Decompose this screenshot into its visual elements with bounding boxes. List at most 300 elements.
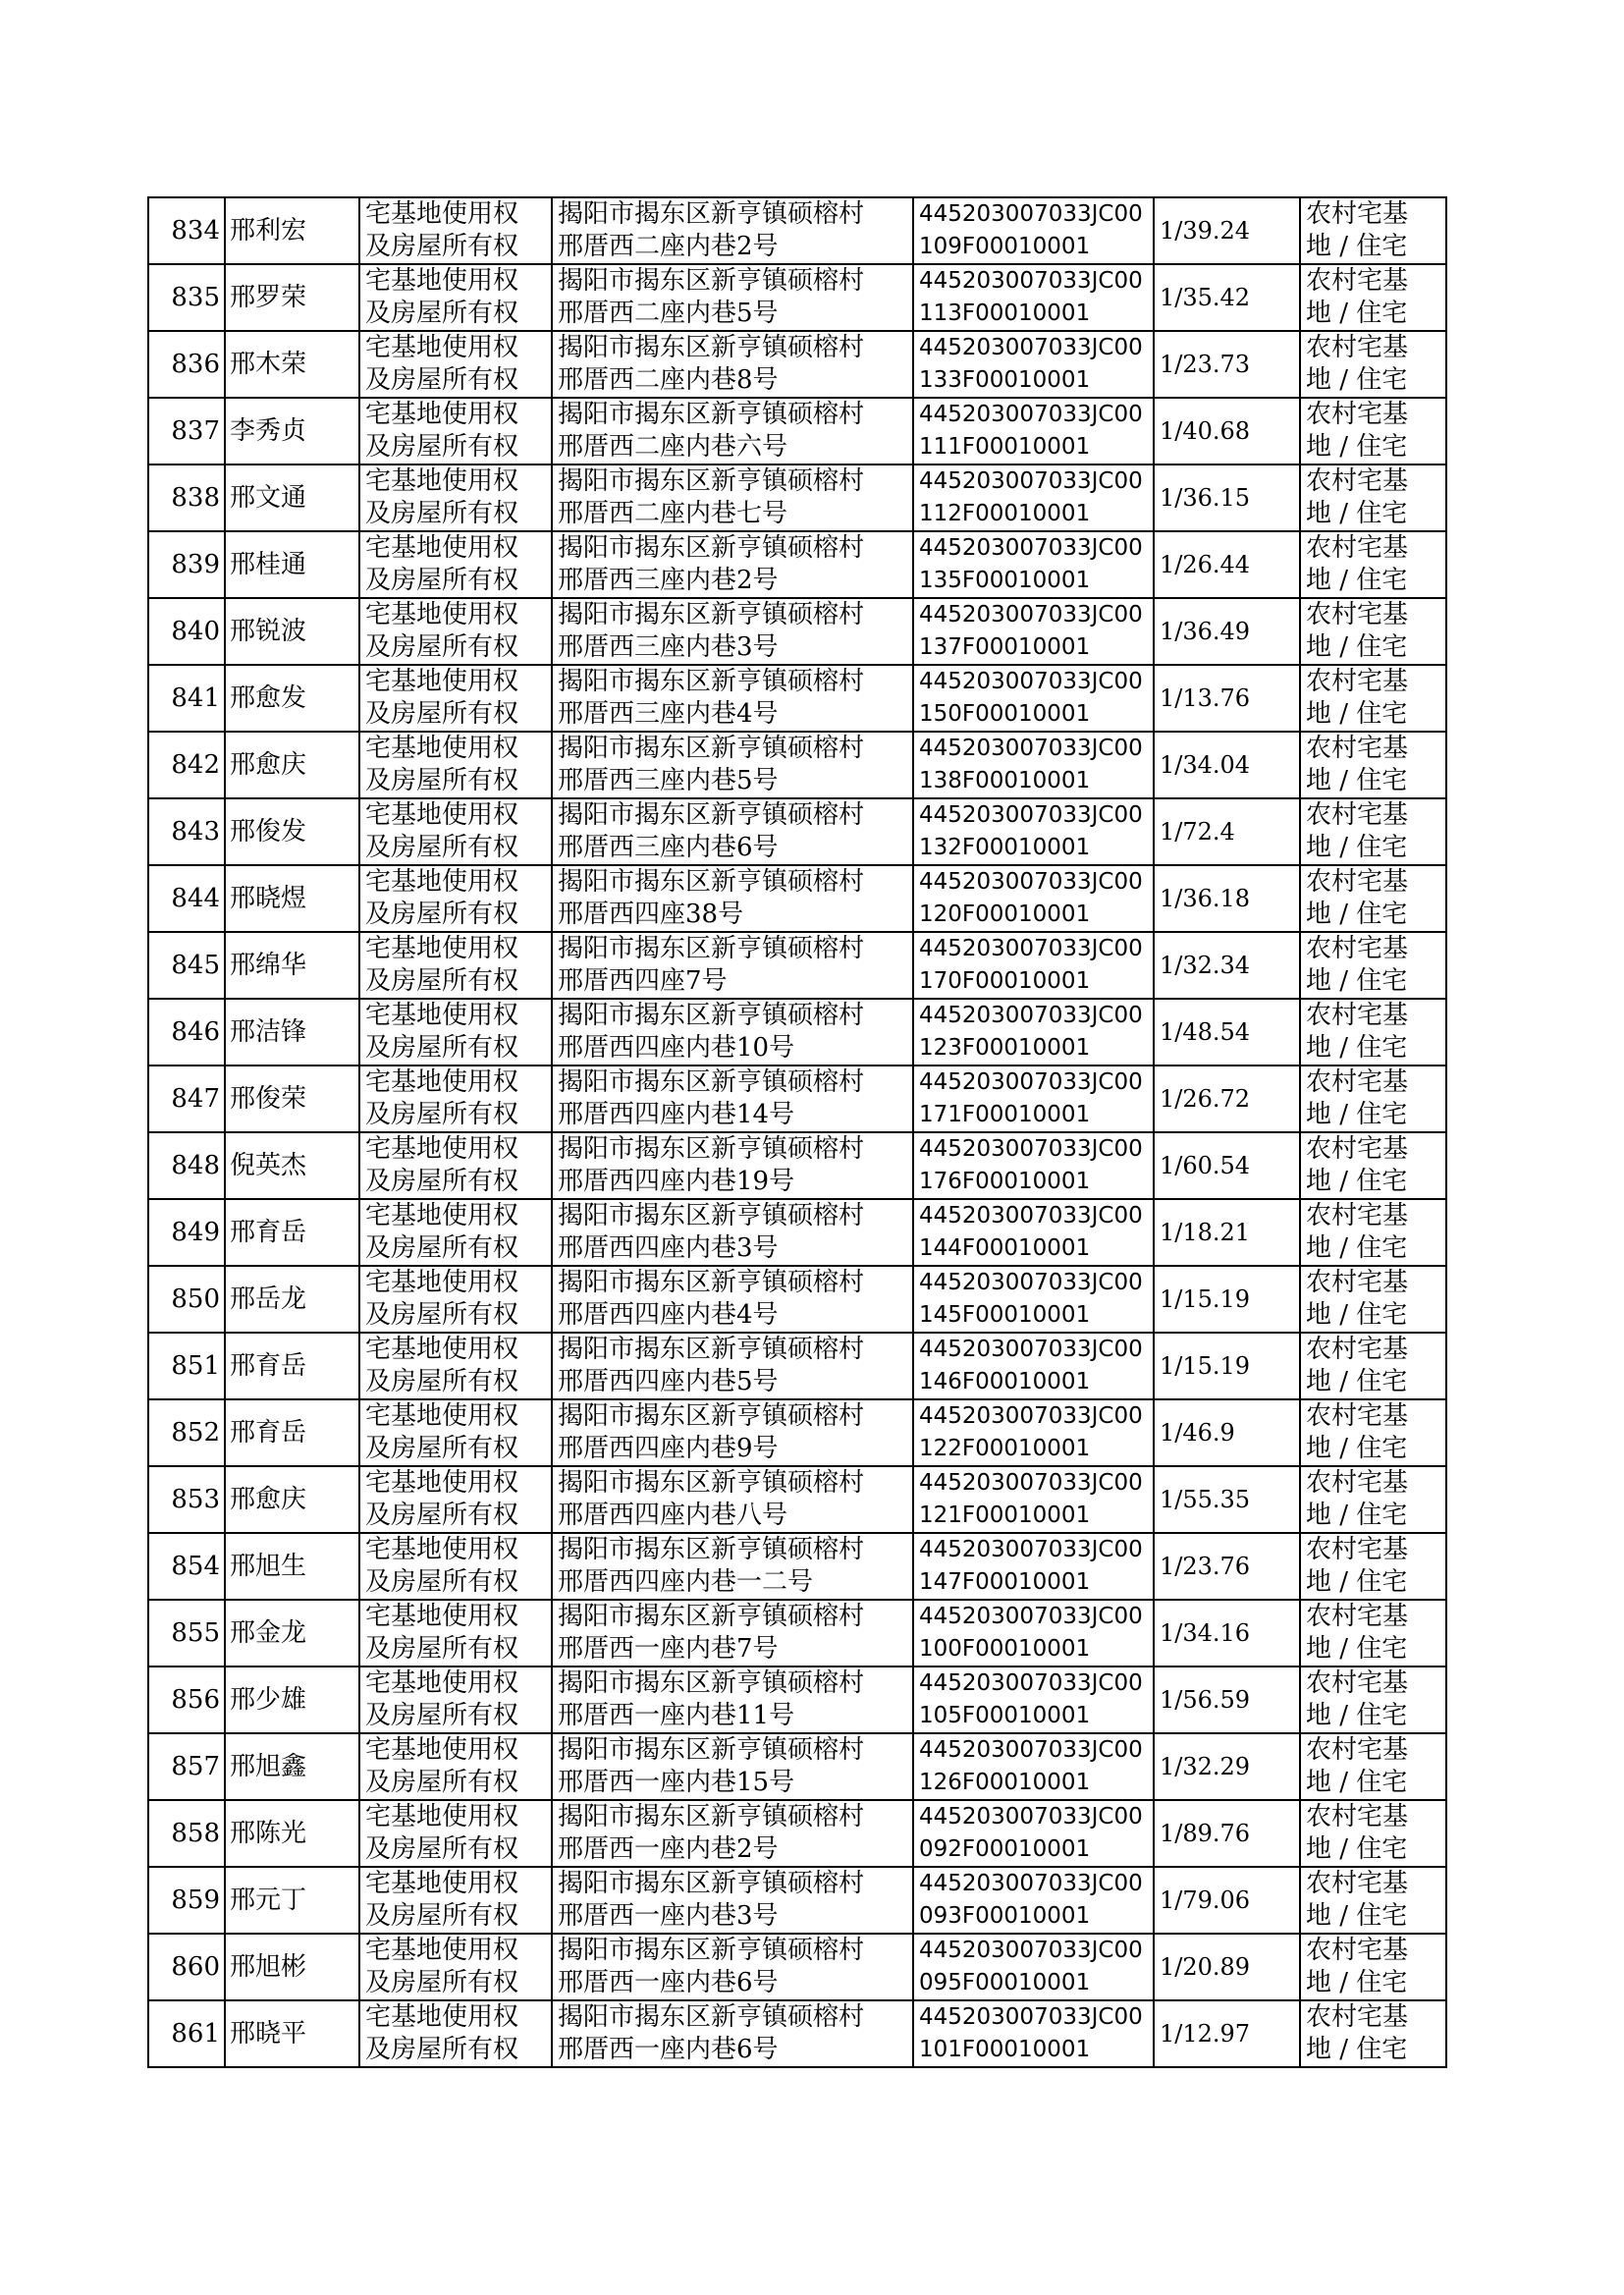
row-number: 835 (148, 264, 225, 331)
parcel-code-line: 445203007033JC00 (919, 1136, 1143, 1162)
owner-name: 李秀贞 (225, 398, 359, 464)
parcel-code-line: 445203007033JC00 (919, 468, 1143, 494)
table-row (148, 197, 1446, 264)
land-use-line: 地 / 住宅 (1306, 566, 1408, 595)
right-type-line: 及房屋所有权 (365, 1167, 519, 1196)
row-number: 848 (148, 1132, 225, 1199)
table-row (148, 999, 1446, 1066)
land-use-line: 农村宅基 (1306, 1869, 1409, 1898)
property-address (552, 1399, 913, 1466)
right-type-line: 及房屋所有权 (365, 1901, 519, 1931)
parcel-code-line: 445203007033JC00 (919, 1270, 1143, 1295)
land-use-line: 农村宅基 (1306, 1401, 1409, 1431)
table-row (148, 531, 1446, 598)
table-row (148, 1066, 1446, 1132)
right-type-line: 宅基地使用权 (365, 1936, 519, 1965)
table-row (148, 865, 1446, 932)
row-number: 836 (148, 331, 225, 398)
land-use (1300, 398, 1446, 464)
land-use-line: 地 / 住宅 (1306, 1367, 1408, 1396)
parcel-code (913, 1600, 1154, 1667)
land-use (1300, 1333, 1446, 1399)
parcel-code (913, 264, 1154, 331)
property-address (552, 1533, 913, 1600)
land-use (1300, 1533, 1446, 1600)
parcel-code (913, 197, 1154, 264)
right-type-line: 及房屋所有权 (365, 1501, 519, 1530)
share-ratio: 1/34.04 (1154, 732, 1300, 798)
parcel-code-line: 445203007033JC00 (919, 1337, 1143, 1362)
row-number: 847 (148, 1066, 225, 1132)
share-ratio: 1/36.18 (1154, 865, 1300, 932)
parcel-code (913, 1399, 1154, 1466)
right-type (359, 331, 552, 398)
land-use-line: 农村宅基 (1306, 1535, 1409, 1564)
property-address-line: 邢厝西二座内巷8号 (558, 365, 779, 395)
property-address-line: 揭阳市揭东区新亨镇硕榕村 (558, 1335, 865, 1364)
owner-name: 邢俊荣 (225, 1066, 359, 1132)
land-use (1300, 331, 1446, 398)
table-row (148, 1132, 1446, 1199)
parcel-code (913, 798, 1154, 865)
land-use-line: 农村宅基 (1306, 667, 1409, 696)
parcel-code-line: 445203007033JC00 (919, 1871, 1143, 1896)
right-type (359, 531, 552, 598)
parcel-code (913, 398, 1154, 464)
share-ratio: 1/36.15 (1154, 464, 1300, 531)
land-use (1300, 598, 1446, 665)
property-address-line: 邢厝西一座内巷6号 (558, 2035, 779, 2064)
parcel-code (913, 1667, 1154, 1733)
share-ratio: 1/36.49 (1154, 598, 1300, 665)
parcel-code-line: 445203007033JC00 (919, 1003, 1143, 1028)
right-type-line: 及房屋所有权 (365, 1701, 519, 1730)
share-ratio: 1/35.42 (1154, 264, 1300, 331)
land-use-line: 农村宅基 (1306, 1468, 1409, 1498)
parcel-code (913, 865, 1154, 932)
row-number: 841 (148, 665, 225, 732)
property-address-line: 揭阳市揭东区新亨镇硕榕村 (558, 1668, 865, 1698)
property-address (552, 464, 913, 531)
right-type (359, 665, 552, 732)
parcel-code-line: 144F00010001 (919, 1235, 1091, 1261)
row-number: 859 (148, 1867, 225, 1934)
owner-name: 邢岳龙 (225, 1266, 359, 1333)
right-type-line: 及房屋所有权 (365, 1968, 519, 1997)
property-address-line: 揭阳市揭东区新亨镇硕榕村 (558, 667, 865, 696)
right-type-line: 宅基地使用权 (365, 1535, 519, 1564)
property-address-line: 邢厝西四座内巷14号 (558, 1100, 795, 1129)
share-ratio: 1/46.9 (1154, 1399, 1300, 1466)
right-type (359, 1800, 552, 1867)
share-ratio: 1/12.97 (1154, 2000, 1300, 2067)
parcel-code-line: 445203007033JC00 (919, 1537, 1143, 1562)
right-type (359, 1266, 552, 1333)
land-use-line: 地 / 住宅 (1306, 365, 1408, 395)
land-use (1300, 732, 1446, 798)
land-use-line: 农村宅基 (1306, 333, 1409, 362)
parcel-code-line: 445203007033JC00 (919, 1069, 1143, 1095)
property-address (552, 732, 913, 798)
land-use (1300, 1600, 1446, 1667)
share-ratio: 1/79.06 (1154, 1867, 1300, 1934)
table-row (148, 1867, 1446, 1934)
share-ratio: 1/26.44 (1154, 531, 1300, 598)
property-address-line: 邢厝西一座内巷3号 (558, 1901, 779, 1931)
parcel-code (913, 932, 1154, 999)
land-use-line: 地 / 住宅 (1306, 432, 1408, 462)
property-address (552, 1266, 913, 1333)
land-use-line: 地 / 住宅 (1306, 1634, 1408, 1664)
right-type-line: 宅基地使用权 (365, 667, 519, 696)
parcel-code-line: 445203007033JC00 (919, 1604, 1143, 1629)
table-row (148, 1800, 1446, 1867)
table-row (148, 331, 1446, 398)
share-ratio: 1/55.35 (1154, 1466, 1300, 1533)
parcel-code (913, 331, 1154, 398)
land-use (1300, 1466, 1446, 1533)
right-type (359, 1199, 552, 1266)
owner-name: 邢愈庆 (225, 732, 359, 798)
row-number: 858 (148, 1800, 225, 1867)
right-type (359, 1466, 552, 1533)
land-use-line: 农村宅基 (1306, 1335, 1409, 1364)
row-number: 839 (148, 531, 225, 598)
row-number: 840 (148, 598, 225, 665)
parcel-code-line: 445203007033JC00 (919, 535, 1143, 561)
right-type-line: 宅基地使用权 (365, 2002, 519, 2032)
property-address-line: 邢厝西四座38号 (558, 900, 744, 929)
land-use-line: 地 / 住宅 (1306, 1033, 1408, 1063)
owner-name: 邢愈发 (225, 665, 359, 732)
property-address-line: 揭阳市揭东区新亨镇硕榕村 (558, 199, 865, 229)
right-type-line: 及房屋所有权 (365, 699, 519, 729)
land-use-line: 农村宅基 (1306, 934, 1409, 963)
property-address (552, 1600, 913, 1667)
land-use-line: 地 / 住宅 (1306, 1968, 1408, 1997)
right-type-line: 及房屋所有权 (365, 1300, 519, 1330)
row-number: 846 (148, 999, 225, 1066)
parcel-code-line: 121F00010001 (919, 1503, 1091, 1528)
parcel-code (913, 531, 1154, 598)
property-address-line: 邢厝西二座内巷六号 (558, 432, 788, 462)
parcel-code-line: 445203007033JC00 (919, 402, 1143, 427)
property-address-line: 揭阳市揭东区新亨镇硕榕村 (558, 1134, 865, 1164)
property-address (552, 1667, 913, 1733)
property-address-line: 邢厝西一座内巷11号 (558, 1701, 795, 1730)
land-use (1300, 1867, 1446, 1934)
property-address-line: 邢厝西四座内巷八号 (558, 1501, 788, 1530)
table-row (148, 464, 1446, 531)
row-number: 854 (148, 1533, 225, 1600)
property-address (552, 1733, 913, 1800)
table-row (148, 1199, 1446, 1266)
parcel-code (913, 999, 1154, 1066)
parcel-code-line: 445203007033JC00 (919, 1403, 1143, 1429)
parcel-code-line: 105F00010001 (919, 1703, 1091, 1728)
owner-name: 邢少雄 (225, 1667, 359, 1733)
right-type-line: 宅基地使用权 (365, 734, 519, 763)
parcel-code-line: 445203007033JC00 (919, 268, 1143, 294)
parcel-code (913, 598, 1154, 665)
property-address-line: 揭阳市揭东区新亨镇硕榕村 (558, 600, 865, 629)
property-address (552, 1867, 913, 1934)
share-ratio: 1/39.24 (1154, 197, 1300, 264)
property-address (552, 531, 913, 598)
table-row (148, 1600, 1446, 1667)
right-type-line: 及房屋所有权 (365, 1367, 519, 1396)
parcel-code-line: 120F00010001 (919, 902, 1091, 927)
property-address-line: 揭阳市揭东区新亨镇硕榕村 (558, 1468, 865, 1498)
right-type (359, 999, 552, 1066)
land-use-line: 农村宅基 (1306, 1268, 1409, 1297)
property-address-line: 揭阳市揭东区新亨镇硕榕村 (558, 1201, 865, 1230)
land-use-line: 农村宅基 (1306, 1001, 1409, 1030)
parcel-code-line: 445203007033JC00 (919, 1203, 1143, 1229)
land-use (1300, 1733, 1446, 1800)
land-use (1300, 1667, 1446, 1733)
parcel-code-line: 122F00010001 (919, 1436, 1091, 1461)
right-type-line: 及房屋所有权 (365, 365, 519, 395)
parcel-code-line: 445203007033JC00 (919, 1804, 1143, 1830)
owner-name: 邢旭生 (225, 1533, 359, 1600)
property-address-line: 揭阳市揭东区新亨镇硕榕村 (558, 800, 865, 830)
share-ratio: 1/23.73 (1154, 331, 1300, 398)
table-row (148, 598, 1446, 665)
property-address-line: 揭阳市揭东区新亨镇硕榕村 (558, 266, 865, 296)
land-use (1300, 2000, 1446, 2067)
right-type (359, 932, 552, 999)
row-number: 838 (148, 464, 225, 531)
property-address-line: 邢厝西四座内巷9号 (558, 1434, 779, 1463)
right-type (359, 464, 552, 531)
property-address-line: 邢厝西四座内巷3号 (558, 1233, 779, 1263)
owner-name: 邢育岳 (225, 1333, 359, 1399)
property-address (552, 264, 913, 331)
land-use-line: 地 / 住宅 (1306, 1901, 1408, 1931)
right-type-line: 宅基地使用权 (365, 1869, 519, 1898)
land-use-line: 地 / 住宅 (1306, 1834, 1408, 1864)
parcel-code-line: 100F00010001 (919, 1636, 1091, 1662)
land-use-line: 地 / 住宅 (1306, 1768, 1408, 1797)
row-number: 857 (148, 1733, 225, 1800)
property-address-line: 揭阳市揭东区新亨镇硕榕村 (558, 400, 865, 429)
land-use-line: 农村宅基 (1306, 266, 1409, 296)
parcel-code-line: 445203007033JC00 (919, 201, 1143, 227)
land-use-line: 地 / 住宅 (1306, 833, 1408, 862)
property-address-line: 邢厝西一座内巷7号 (558, 1634, 779, 1664)
parcel-code-line: 095F00010001 (919, 1970, 1091, 1995)
land-use-line: 农村宅基 (1306, 600, 1409, 629)
right-type (359, 1132, 552, 1199)
right-type-line: 宅基地使用权 (365, 1602, 519, 1631)
right-type-line: 宅基地使用权 (365, 1268, 519, 1297)
land-use-line: 农村宅基 (1306, 400, 1409, 429)
land-use-line: 农村宅基 (1306, 1802, 1409, 1831)
parcel-code (913, 1533, 1154, 1600)
right-type-line: 宅基地使用权 (365, 867, 519, 897)
property-address-line: 邢厝西四座内巷一二号 (558, 1567, 814, 1597)
share-ratio: 1/20.89 (1154, 1934, 1300, 2000)
registry-table (147, 196, 1447, 2068)
property-address (552, 2000, 913, 2067)
right-type-line: 及房屋所有权 (365, 232, 519, 261)
parcel-code-line: 146F00010001 (919, 1369, 1091, 1394)
right-type (359, 2000, 552, 2067)
parcel-code-line: 138F00010001 (919, 768, 1091, 793)
right-type-line: 宅基地使用权 (365, 1401, 519, 1431)
land-use-line: 地 / 住宅 (1306, 299, 1408, 328)
land-use-line: 地 / 住宅 (1306, 1100, 1408, 1129)
property-address-line: 邢厝西四座内巷10号 (558, 1033, 795, 1063)
parcel-code-line: 445203007033JC00 (919, 1938, 1143, 1963)
owner-name: 邢利宏 (225, 197, 359, 264)
row-number: 853 (148, 1466, 225, 1533)
parcel-code (913, 1466, 1154, 1533)
property-address-line: 邢厝西二座内巷2号 (558, 232, 779, 261)
share-ratio: 1/56.59 (1154, 1667, 1300, 1733)
land-use-line: 农村宅基 (1306, 199, 1409, 229)
right-type (359, 1934, 552, 2000)
right-type-line: 宅基地使用权 (365, 1134, 519, 1164)
land-use-line: 地 / 住宅 (1306, 699, 1408, 729)
property-address (552, 1199, 913, 1266)
land-use (1300, 531, 1446, 598)
parcel-code (913, 1733, 1154, 1800)
right-type-line: 宅基地使用权 (365, 1335, 519, 1364)
land-use-line: 地 / 住宅 (1306, 2035, 1408, 2064)
parcel-code-line: 445203007033JC00 (919, 1670, 1143, 1696)
row-number: 845 (148, 932, 225, 999)
right-type (359, 598, 552, 665)
land-use-line: 地 / 住宅 (1306, 232, 1408, 261)
parcel-code-line: 445203007033JC00 (919, 1470, 1143, 1496)
row-number: 860 (148, 1934, 225, 2000)
property-address (552, 1466, 913, 1533)
share-ratio: 1/26.72 (1154, 1066, 1300, 1132)
land-use (1300, 464, 1446, 531)
property-address-line: 邢厝西三座内巷2号 (558, 566, 779, 595)
parcel-code-line: 137F00010001 (919, 634, 1091, 660)
owner-name: 邢文通 (225, 464, 359, 531)
property-address-line: 邢厝西三座内巷6号 (558, 833, 779, 862)
land-use-line: 农村宅基 (1306, 1201, 1409, 1230)
parcel-code (913, 1333, 1154, 1399)
property-address (552, 1333, 913, 1399)
right-type (359, 1333, 552, 1399)
right-type-line: 及房屋所有权 (365, 1033, 519, 1063)
table-row (148, 1733, 1446, 1800)
property-address-line: 揭阳市揭东区新亨镇硕榕村 (558, 1869, 865, 1898)
property-address (552, 865, 913, 932)
parcel-code-line: 101F00010001 (919, 2037, 1091, 2062)
right-type-line: 及房屋所有权 (365, 632, 519, 662)
right-type-line: 宅基地使用权 (365, 600, 519, 629)
parcel-code-line: 147F00010001 (919, 1569, 1091, 1595)
owner-name: 邢木荣 (225, 331, 359, 398)
row-number: 834 (148, 197, 225, 264)
row-number: 843 (148, 798, 225, 865)
property-address-line: 邢厝西一座内巷6号 (558, 1968, 779, 1997)
row-number: 852 (148, 1399, 225, 1466)
property-address (552, 398, 913, 464)
property-address-line: 邢厝西一座内巷15号 (558, 1768, 795, 1797)
property-address-line: 揭阳市揭东区新亨镇硕榕村 (558, 1802, 865, 1831)
row-number: 849 (148, 1199, 225, 1266)
share-ratio: 1/15.19 (1154, 1333, 1300, 1399)
table-row (148, 1466, 1446, 1533)
right-type-line: 宅基地使用权 (365, 333, 519, 362)
property-address-line: 邢厝西一座内巷2号 (558, 1834, 779, 1864)
right-type (359, 1399, 552, 1466)
land-use-line: 农村宅基 (1306, 466, 1409, 496)
right-type-line: 宅基地使用权 (365, 400, 519, 429)
parcel-code-line: 132F00010001 (919, 835, 1091, 860)
land-use-line: 地 / 住宅 (1306, 632, 1408, 662)
land-use (1300, 865, 1446, 932)
land-use-line: 地 / 住宅 (1306, 1300, 1408, 1330)
row-number: 837 (148, 398, 225, 464)
share-ratio: 1/89.76 (1154, 1800, 1300, 1867)
right-type-line: 及房屋所有权 (365, 566, 519, 595)
share-ratio: 1/23.76 (1154, 1533, 1300, 1600)
share-ratio: 1/40.68 (1154, 398, 1300, 464)
owner-name: 邢洁锋 (225, 999, 359, 1066)
right-type-line: 及房屋所有权 (365, 299, 519, 328)
right-type-line: 宅基地使用权 (365, 1001, 519, 1030)
land-use-line: 地 / 住宅 (1306, 1233, 1408, 1263)
table-row (148, 665, 1446, 732)
property-address-line: 揭阳市揭东区新亨镇硕榕村 (558, 1001, 865, 1030)
share-ratio: 1/34.16 (1154, 1600, 1300, 1667)
property-address-line: 揭阳市揭东区新亨镇硕榕村 (558, 533, 865, 563)
parcel-code-line: 445203007033JC00 (919, 936, 1143, 961)
row-number: 850 (148, 1266, 225, 1333)
parcel-code (913, 1266, 1154, 1333)
parcel-code-line: 126F00010001 (919, 1770, 1091, 1795)
parcel-code-line: 093F00010001 (919, 1903, 1091, 1929)
right-type (359, 1867, 552, 1934)
land-use (1300, 1800, 1446, 1867)
land-use (1300, 798, 1446, 865)
property-address-line: 揭阳市揭东区新亨镇硕榕村 (558, 1268, 865, 1297)
parcel-code-line: 109F00010001 (919, 234, 1091, 259)
property-address (552, 1800, 913, 1867)
table-row (148, 2000, 1446, 2067)
land-use-line: 地 / 住宅 (1306, 1434, 1408, 1463)
parcel-code (913, 1066, 1154, 1132)
land-use-line: 农村宅基 (1306, 1668, 1409, 1698)
property-address-line: 揭阳市揭东区新亨镇硕榕村 (558, 2002, 865, 2032)
parcel-code-line: 171F00010001 (919, 1102, 1091, 1127)
property-address-line: 揭阳市揭东区新亨镇硕榕村 (558, 1067, 865, 1097)
land-use (1300, 999, 1446, 1066)
property-address-line: 邢厝西四座内巷4号 (558, 1300, 779, 1330)
owner-name: 邢育岳 (225, 1199, 359, 1266)
owner-name: 邢育岳 (225, 1399, 359, 1466)
property-address (552, 665, 913, 732)
property-address-line: 揭阳市揭东区新亨镇硕榕村 (558, 934, 865, 963)
right-type (359, 1667, 552, 1733)
parcel-code-line: 123F00010001 (919, 1035, 1091, 1061)
parcel-code (913, 1800, 1154, 1867)
property-address-line: 邢厝西三座内巷5号 (558, 766, 779, 795)
parcel-code-line: 111F00010001 (919, 434, 1091, 460)
land-use-line: 农村宅基 (1306, 1602, 1409, 1631)
property-address (552, 598, 913, 665)
land-use-line: 农村宅基 (1306, 1067, 1409, 1097)
property-address-line: 揭阳市揭东区新亨镇硕榕村 (558, 333, 865, 362)
